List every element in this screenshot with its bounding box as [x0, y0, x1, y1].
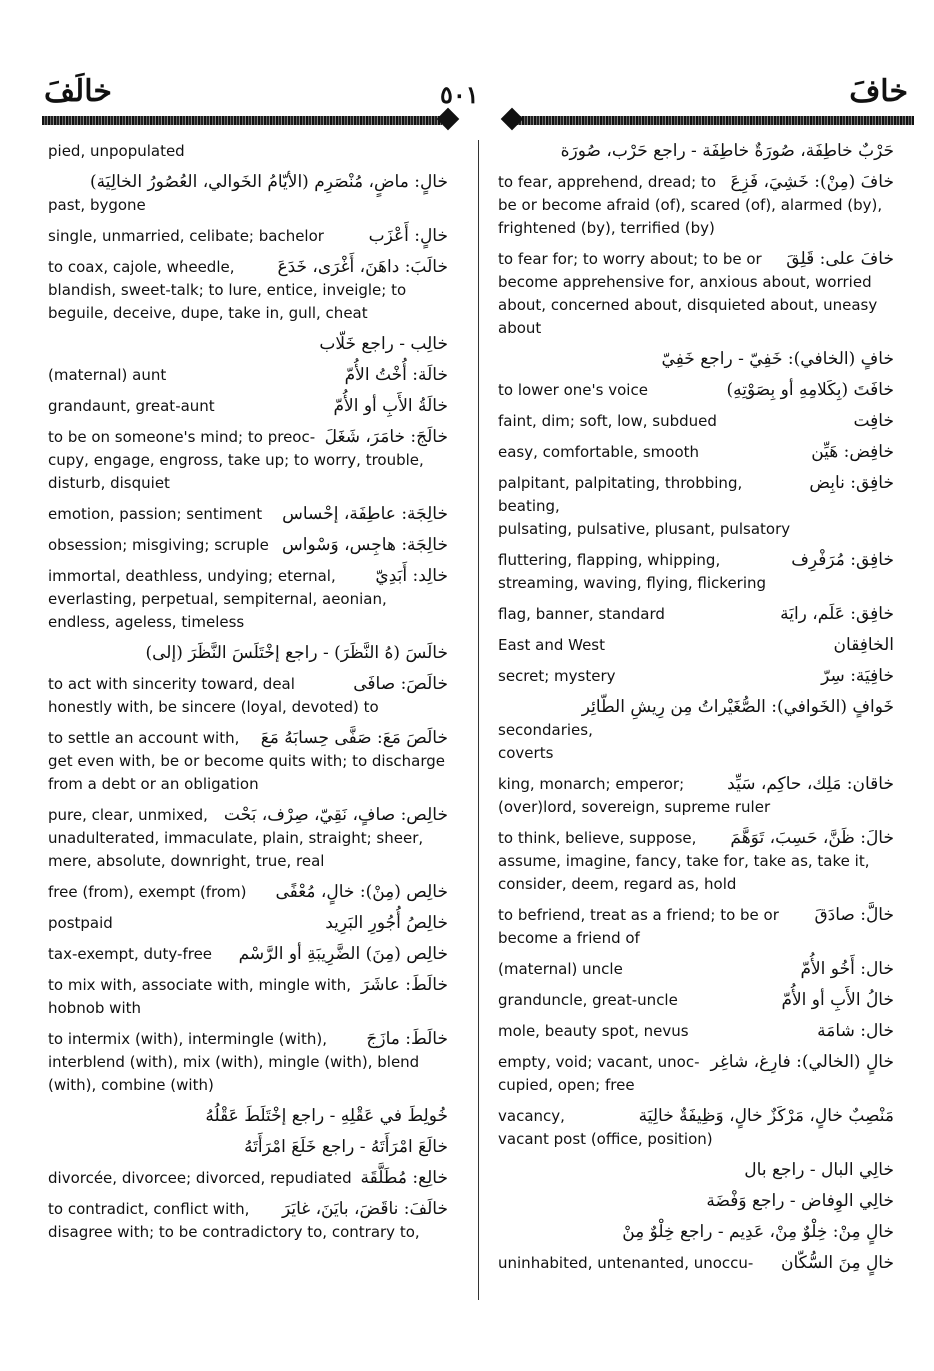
arabic-headword: خالَفَ: ناقَضَ، بايَنَ، غايَرَ	[281, 1199, 448, 1219]
arabic-headword: خالٍ: ماضٍ، مُنْصَرِم (الأيّامُ الخَوالي، العُصُورُ الخالِيَة)	[89, 172, 448, 192]
english-definition: faint, dim; soft, low, subdued	[498, 412, 717, 430]
dictionary-entry	[498, 410, 894, 433]
english-definition: to mix with, associate with, mingle with,	[48, 976, 352, 994]
arabic-headword: خافِق: نابِض	[809, 473, 894, 493]
dictionary-entry	[48, 333, 448, 356]
dictionary-entry	[48, 364, 448, 387]
dictionary-entry	[48, 1136, 448, 1159]
english-definition: mole, beauty spot, nevus	[498, 1022, 689, 1040]
english-definition: empty, void; vacant, unoc-	[498, 1053, 700, 1071]
dictionary-entry	[498, 634, 894, 657]
dictionary-entry	[48, 503, 448, 526]
dictionary-entry	[48, 881, 448, 904]
english-definition: easy, comfortable, smooth	[498, 443, 700, 461]
english-definition: to fear for; to worry about; to be or	[498, 250, 762, 268]
english-definition-continued: interblend (with), mix (with), mingle (with), blend (with), combine (with)	[48, 1053, 420, 1094]
english-definition-continued: streaming, waving, flying, flickering	[498, 574, 767, 592]
arabic-headword: خالَصَ: صافَى	[353, 674, 448, 694]
arabic-headword: خافَ (مِنْ): خَشِيَ، فَزِعَ	[730, 172, 894, 192]
dictionary-entry	[498, 1190, 894, 1213]
arabic-headword: خالَطَ: مازَجَ	[366, 1029, 448, 1049]
english-definition: divorcée, divorcee; divorced, repudiated	[48, 1169, 352, 1187]
english-definition-continued: blandish, sweet-talk; to lure, entice, inveigle; to beguile, deceive, dupe, take in, gull, cheat	[48, 281, 407, 322]
english-definition: East and West	[498, 636, 605, 654]
header-rule-left	[42, 116, 442, 125]
page-number: ٥٠١	[440, 80, 479, 109]
english-definition: granduncle, great-uncle	[498, 991, 678, 1009]
arabic-headword: خالَعَ امْرَأَتَهُ - راجع خَلَعَ امْرَأَتَهُ	[244, 1137, 448, 1157]
dictionary-entry	[498, 665, 894, 688]
header-right-word: خافَ	[849, 74, 908, 109]
dictionary-entry	[498, 1105, 894, 1151]
arabic-headword: خالِب - راجع خَلّاب	[319, 334, 448, 354]
english-definition: emotion, passion; sentiment	[48, 505, 263, 523]
arabic-headword: خالَ: ظَنَّ، حَسِبَ، تَوَهَّمَ	[730, 828, 894, 848]
arabic-headword: خالَةُ الأَبِ أو الأُمّ	[333, 396, 448, 416]
arabic-headword: خال: شامَة	[817, 1021, 894, 1041]
arabic-headword: خالِجَة: هاجِس، وَسْواس	[281, 535, 448, 555]
header-diamond-left	[437, 108, 460, 131]
english-definition: grandaunt, great-aunt	[48, 397, 215, 415]
english-definition: to settle an account with,	[48, 729, 240, 747]
arabic-headword: خالٍ مِنْ: خِلْوٌ مِنْ، عَدِيم - راجع خِلْوٌ مِنْ	[622, 1222, 894, 1242]
english-definition-continued: disagree with; to be contradictory to, contrary to,	[48, 1223, 420, 1241]
dictionary-entry	[498, 989, 894, 1012]
arabic-headword: خالٍ: أَعْزَب	[368, 226, 448, 246]
arabic-headword: خالِصُ أُجُورِ البَرِيد	[325, 913, 448, 933]
arabic-headword: خالَجَ: خامَرَ، شَغَلَ	[324, 427, 448, 447]
english-definition-continued: cupy, engage, engross, take up; to worry, trouble, disturb, disquiet	[48, 451, 424, 492]
dictionary-entry	[48, 1028, 448, 1097]
english-definition: single, unmarried, celibate; bachelor	[48, 227, 324, 245]
arabic-headword: حَرْبٌ خاطِفَة، صُورَةٌ خاطِفَة - راجع حَرْب، صُورَة	[560, 141, 894, 161]
arabic-headword: خافِق: عَلَم، رايَة	[780, 604, 894, 624]
dictionary-entry	[498, 1159, 894, 1182]
arabic-headword: خالِص (مِنْ): خالٍ، مُعْفًى	[275, 882, 448, 902]
english-definition-continued: everlasting, perpetual, sempiternal, aeonian, endless, ageless, timeless	[48, 590, 387, 631]
dictionary-entry	[498, 1252, 894, 1275]
english-definition: (maternal) aunt	[48, 366, 167, 384]
arabic-headword: خالَطَ: عاشَرَ	[360, 975, 448, 995]
english-definition: vacancy,	[498, 1107, 565, 1125]
english-definition-continued: coverts	[498, 744, 554, 762]
dictionary-entry	[48, 171, 448, 217]
arabic-headword: خالَة: أُخْتُ الأُمّ	[344, 365, 448, 385]
english-definition-continued: pulsating, pulsative, plusant, pulsatory	[498, 520, 791, 538]
arabic-headword: خالِص: صافٍ، نَقِيّ، صِرْف، بَحْت	[223, 805, 448, 825]
arabic-headword: خافِيَة: سِرّ	[821, 666, 894, 686]
english-definition: uninhabited, untenanted, unoccu-	[498, 1254, 754, 1272]
arabic-headword: مَنْصِبٌ خالٍ، مَرْكَزٌ خالٍ، وَظِيفَةٌ خالِيَة	[638, 1106, 894, 1126]
english-definition: (maternal) uncle	[498, 960, 623, 978]
arabic-headword: خالُ الأَبِ أو الأُمّ	[781, 990, 894, 1010]
left-column	[48, 140, 448, 1252]
english-definition: to think, believe, suppose,	[498, 829, 697, 847]
english-definition-continued: vacant post (office, position)	[498, 1130, 713, 1148]
english-definition-continued: become a friend of	[498, 929, 640, 947]
dictionary-entry	[48, 395, 448, 418]
arabic-headword: خاقان: مَلِك، حاكِم، سَيِّد	[727, 774, 894, 794]
english-definition-continued: get even with, be or become quits with; to discharge from a debt or an obligation	[48, 752, 446, 793]
arabic-headword: خافِض: هَيِّن	[811, 442, 894, 462]
english-definition: to intermix (with), intermingle (with),	[48, 1030, 327, 1048]
arabic-headword: خالَبَ: داهَنَ، أَغْرَى، خَدَعَ	[277, 257, 448, 277]
arabic-headword: خالَصَ مَعَ: صَفَّى حِسابَهُ مَعَ	[260, 728, 448, 748]
arabic-headword: خالَسَ (هُ النَّظَرَ) - راجع إخْتَلَسَ النَّظَرَ (إلى)	[145, 643, 448, 663]
english-definition: to befriend, treat as a friend; to be or	[498, 906, 779, 924]
column-divider	[478, 140, 479, 1300]
header-diamond-right	[501, 108, 524, 131]
dictionary-entry	[498, 171, 894, 240]
english-definition: secondaries,	[498, 721, 593, 739]
dictionary-entry	[48, 727, 448, 796]
dictionary-entry	[498, 1221, 894, 1244]
dictionary-entry	[498, 140, 894, 163]
english-definition: palpitant, palpitating, throbbing, beating,	[498, 474, 743, 515]
english-definition: immortal, deathless, undying; eternal,	[48, 567, 336, 585]
dictionary-entry	[498, 696, 894, 765]
dictionary-entry	[48, 1105, 448, 1128]
english-definition: secret; mystery	[498, 667, 616, 685]
dictionary-entry	[48, 642, 448, 665]
dictionary-entry	[48, 673, 448, 719]
english-definition: to be on someone's mind; to preoc-	[48, 428, 316, 446]
arabic-headword: خالٍ مِنَ السُّكّان	[780, 1253, 894, 1273]
english-definition-continued: hobnob with	[48, 999, 142, 1017]
arabic-headword: خالِد: أَبَدِيّ	[375, 566, 448, 586]
dictionary-entry	[48, 1198, 448, 1244]
arabic-headword: خافَتَ (بِكَلامِهِ أو بِصَوْتِهِ)	[726, 380, 894, 400]
english-definition-continued: assume, imagine, fancy, take for, take as, take it, consider, deem, regard as, hold	[498, 852, 870, 893]
arabic-headword: الخافِقان	[833, 635, 894, 655]
dictionary-entry	[48, 225, 448, 248]
english-definition: obsession; misgiving; scruple	[48, 536, 269, 554]
right-column	[498, 140, 894, 1283]
dictionary-entry	[48, 565, 448, 634]
dictionary-entry	[48, 534, 448, 557]
arabic-headword: خالِي البال - راجع بال	[744, 1160, 894, 1180]
dictionary-entry	[48, 426, 448, 495]
english-definition-continued: honestly with, be sincere (loyal, devoted) to	[48, 698, 379, 716]
english-definition: tax-exempt, duty-free	[48, 945, 213, 963]
dictionary-entry	[498, 603, 894, 626]
english-definition: to coax, cajole, wheedle,	[48, 258, 235, 276]
english-definition-continued: become apprehensive for, anxious about, worried about, concerned about, disquieted about, uneasy about	[498, 273, 878, 337]
arabic-headword: خالِي الوِفاض - راجع وَفْضَة	[706, 1191, 894, 1211]
arabic-headword: خَوافٍ (الخَوافي): الصُّغَيْراتُ مِن رِيشِ الطّائِر	[581, 697, 894, 717]
english-definition: pied, unpopulated	[48, 142, 185, 160]
english-definition: fluttering, flapping, whipping,	[498, 551, 721, 569]
dictionary-entry	[498, 904, 894, 950]
english-definition-continued: (over)lord, sovereign, supreme ruler	[498, 798, 771, 816]
english-definition: to contradict, conflict with,	[48, 1200, 250, 1218]
arabic-headword: خافِت	[853, 411, 894, 431]
dictionary-entry	[48, 804, 448, 873]
english-definition-continued: be or become afraid (of), scared (of), alarmed (by), frightened (by), terrified (by)	[498, 196, 883, 237]
dictionary-entry	[498, 472, 894, 541]
english-definition: to fear, apprehend, dread; to	[498, 173, 717, 191]
dictionary-entry	[48, 943, 448, 966]
dictionary-entry	[498, 441, 894, 464]
english-definition: pure, clear, unmixed,	[48, 806, 208, 824]
arabic-headword: خالِص (مِنَ) الضَّرِيبَةِ أو الرَّسْم	[238, 944, 448, 964]
english-definition-continued: unadulterated, immaculate, plain, straight; sheer, mere, absolute, downright, true, real	[48, 829, 424, 870]
english-definition: free (from), exempt (from)	[48, 883, 247, 901]
header-left-word: خالَفَ	[44, 74, 112, 109]
arabic-headword: خافٍ (الخافي): خَفِيّ - راجع خَفِيّ	[661, 349, 894, 369]
arabic-headword: خالٍ (الخالي): فارِغ، شاغِر	[710, 1052, 894, 1072]
english-definition-continued: past, bygone	[48, 196, 146, 214]
dictionary-entry	[498, 773, 894, 819]
dictionary-entry	[498, 549, 894, 595]
dictionary-entry	[498, 827, 894, 896]
dictionary-entry	[48, 912, 448, 935]
arabic-headword: خافِق: مُرَفْرِف	[791, 550, 894, 570]
dictionary-entry	[48, 974, 448, 1020]
english-definition: king, monarch; emperor;	[498, 775, 685, 793]
arabic-headword: خافَ على: قَلِقَ	[786, 249, 894, 269]
dictionary-entry	[498, 379, 894, 402]
arabic-headword: خال: أَخُو الأُمّ	[800, 959, 894, 979]
english-definition: to lower one's voice	[498, 381, 648, 399]
arabic-headword: خالَّ: صادَقَ	[814, 905, 894, 925]
dictionary-entry	[498, 1020, 894, 1043]
dictionary-entry	[498, 248, 894, 340]
dictionary-entry	[498, 348, 894, 371]
english-definition: postpaid	[48, 914, 113, 932]
arabic-headword: خُولِطَ في عَقْلِهِ - راجع إخْتَلَطَ عَقْلُهُ	[205, 1106, 448, 1126]
arabic-headword: خالِع: مُطَلَّقَة	[360, 1168, 448, 1188]
arabic-headword: خالِجَة: عاطِفَة، إحْساس	[282, 504, 448, 524]
english-definition-continued: cupied, open; free	[498, 1076, 635, 1094]
english-definition: to act with sincerity toward, deal	[48, 675, 295, 693]
english-definition: flag, banner, standard	[498, 605, 665, 623]
dictionary-entry	[48, 1167, 448, 1190]
dictionary-entry	[48, 140, 448, 163]
header-rule-right	[510, 116, 914, 125]
dictionary-entry	[498, 958, 894, 981]
dictionary-entry	[48, 256, 448, 325]
dictionary-entry	[498, 1051, 894, 1097]
